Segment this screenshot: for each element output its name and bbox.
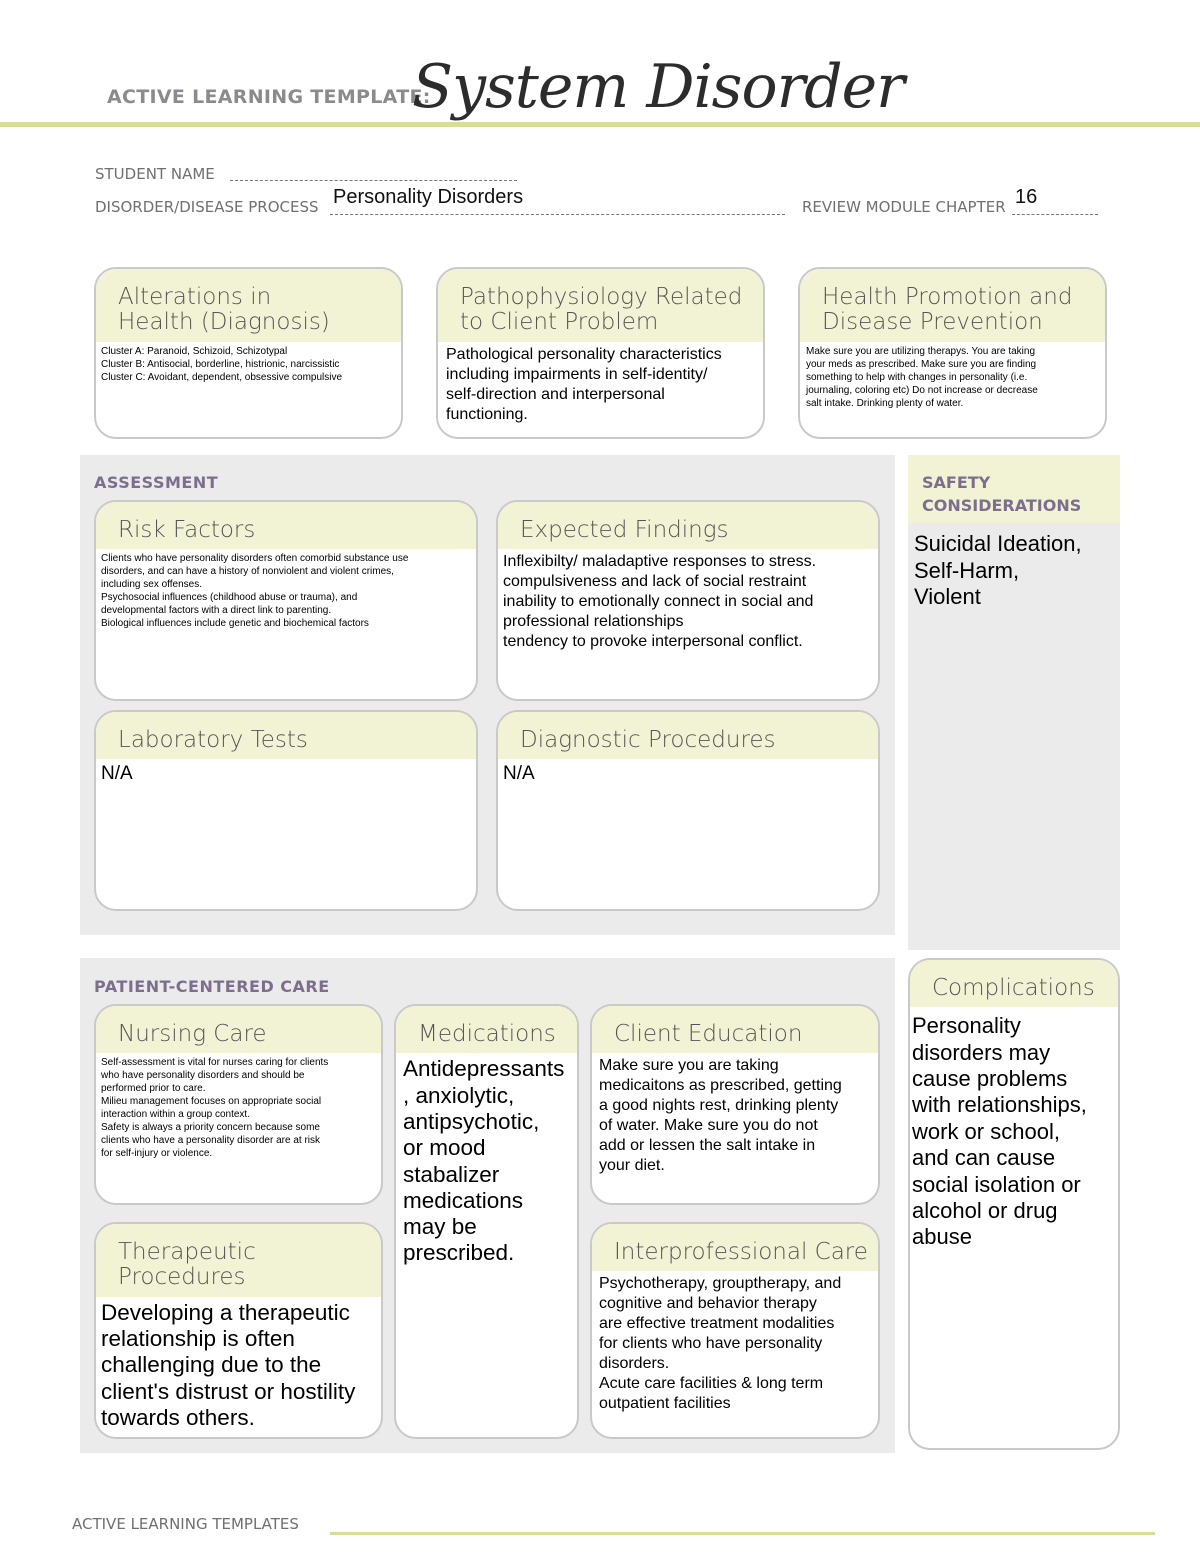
patient-care-heading: PATIENT-CENTERED CARE (94, 977, 330, 996)
expected-findings-title: Expected Findings (498, 502, 878, 549)
interprofessional-care-box (590, 1222, 880, 1439)
risk-factors-box (94, 500, 478, 701)
client-education-title: Client Education (592, 1006, 878, 1053)
diagnostic-procedures-value: N/A (503, 763, 535, 785)
therapeutic-procedures-text: Developing a therapeutic relationship is often challenging due to the client's distrust or hostility towards others. (101, 1299, 356, 1430)
laboratory-tests-box (94, 710, 478, 911)
expected-findings-box (496, 500, 880, 701)
template-title: System Disorder (412, 52, 904, 122)
alterations-title: Alterations in Health (Diagnosis) (96, 269, 401, 342)
expected-findings-text: Inflexibilty/ maladaptive responses to stress. compulsiveness and lack of social restraint inability to emotionally connect in social and professional relationships tendency to provoke interpersonal conflict. (503, 553, 817, 651)
student-name-label: STUDENT NAME (95, 165, 215, 183)
chapter-value: 16 (1015, 186, 1038, 208)
medications-title: Medications (396, 1006, 577, 1053)
safety-heading: SAFETY CONSIDERATIONS (908, 455, 1120, 523)
disorder-value: Personality Disorders (333, 186, 524, 208)
diagnostic-procedures-box (496, 710, 880, 911)
disorder-label: DISORDER/DISEASE PROCESS (95, 198, 319, 216)
pathophysiology-box (436, 267, 765, 439)
therapeutic-procedures-title: Therapeutic Procedures (96, 1224, 381, 1297)
risk-factors-title: Risk Factors (96, 502, 476, 549)
alterations-text: Cluster A: Paranoid, Schizoid, Schizotypal Cluster B: Antisocial, borderline, histrionic, narcissistic Cluster C: Avoidant, dependent, obsessive compulsive (101, 345, 343, 383)
medications-box (394, 1004, 579, 1439)
client-education-box (590, 1004, 880, 1205)
nursing-care-text: Self-assessment is vital for nurses caring for clients who have personality disorders and should be performed prior to care. Milieu management focuses on appropriate social interaction within a group context. Safety is always a priority concern because some clients who have a personality disorder are at risk for self-injury or violence. (101, 1057, 329, 1160)
footer-rule (330, 1532, 1155, 1535)
laboratory-tests-value: N/A (101, 763, 133, 785)
student-name-field[interactable] (230, 164, 517, 181)
health-promotion-box (798, 267, 1107, 439)
nursing-care-box (94, 1004, 383, 1205)
health-promotion-title: Health Promotion and Disease Prevention (800, 269, 1105, 342)
complications-text: Personality disorders may cause problems with relationships, work or school, and can cause social isolation or alcohol or drug abuse (912, 1013, 1087, 1250)
footer-label: ACTIVE LEARNING TEMPLATES (72, 1515, 299, 1533)
client-education-text: Make sure you are taking medicaitons as prescribed, getting a good nights rest, drinking plenty of water. Make sure you do not add or lessen the salt intake in your diet. (599, 1057, 842, 1175)
chapter-label: REVIEW MODULE CHAPTER (802, 198, 1006, 216)
laboratory-tests-title: Laboratory Tests (96, 712, 476, 759)
safety-text: Suicidal Ideation, Self-Harm, Violent (914, 531, 1082, 610)
diagnostic-procedures-title: Diagnostic Procedures (498, 712, 878, 759)
pathophysiology-title: Pathophysiology Related to Client Problem (438, 269, 763, 342)
template-label: ACTIVE LEARNING TEMPLATE: (107, 86, 431, 108)
header-rule (0, 122, 1200, 127)
therapeutic-procedures-box (94, 1222, 383, 1439)
health-promotion-text: Make sure you are utilizing therapys. You are taking your meds as prescribed. Make sure you are finding something to help with changes in personality (i.e. journaling, coloring etc) Do not increase or decrease salt intake. Drinking plenty of water. (806, 345, 1038, 409)
interprofessional-care-title: Interprofessional Care (592, 1224, 878, 1271)
medications-text: Antidepressants , anxiolytic, antipsychotic, or mood stabalizer medications may be prescribed. (403, 1056, 565, 1266)
interprofessional-care-text: Psychotherapy, grouptherapy, and cognitive and behavior therapy are effective treatment modalities for clients who have personality disorders. Acute care facilities & long term outpatient facilities (599, 1275, 842, 1413)
alterations-box (94, 267, 403, 439)
risk-factors-text: Clients who have personality disorders often comorbid substance use disorders, and can have a history of nonviolent and violent crimes, including sex offenses. Psychosocial influences (childhood abuse or trauma), and developmental factors with a direct link to parenting. Biological influences include genetic and biochemical factors (101, 553, 409, 630)
assessment-heading: ASSESSMENT (94, 473, 219, 492)
nursing-care-title: Nursing Care (96, 1006, 381, 1053)
complications-box (908, 958, 1120, 1450)
safety-panel (908, 455, 1120, 950)
complications-title: Complications (910, 960, 1118, 1007)
pathophysiology-text: Pathological personality characteristics including impairments in self-identity/ self-direction and interpersonal functioning. (446, 345, 722, 423)
